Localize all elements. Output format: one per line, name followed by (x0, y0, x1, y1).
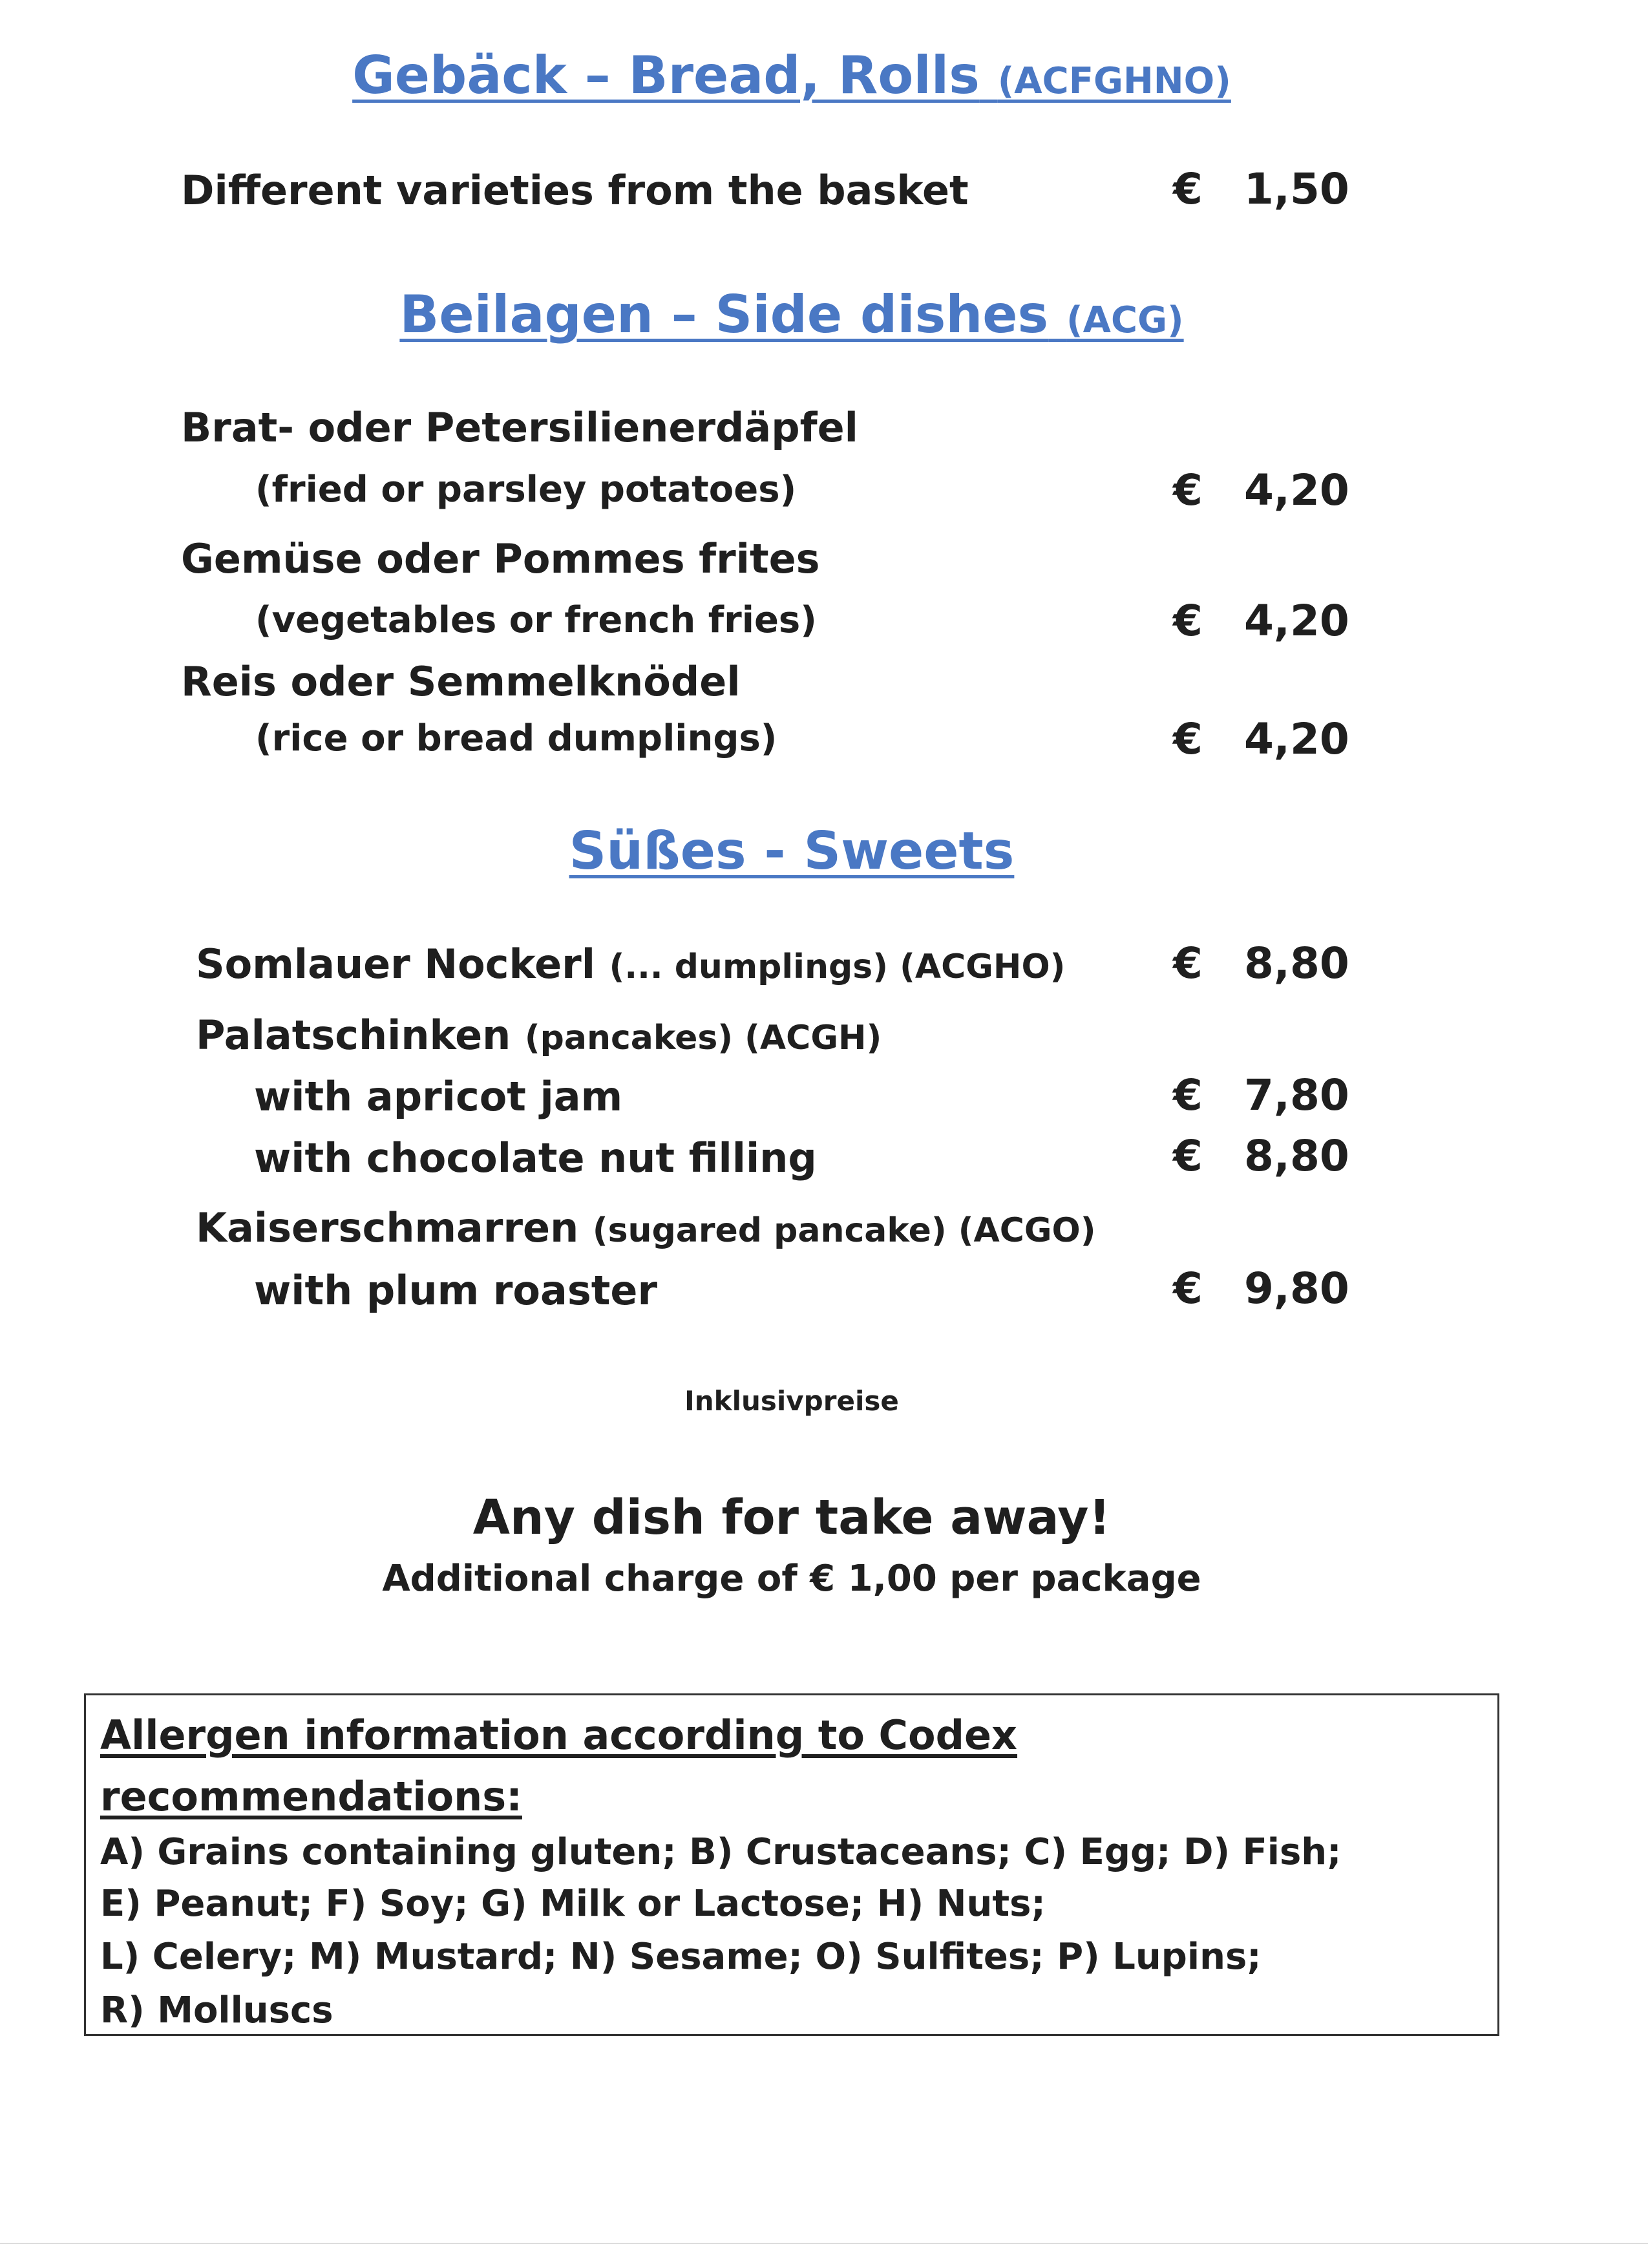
allergen-line: L) Celery; M) Mustard; N) Sesame; O) Sulfites; P) Lupins; (100, 1936, 1262, 1978)
sweet-variant-price (1173, 1264, 1349, 1313)
takeaway-charge: Additional charge of € 1,00 per package (382, 1558, 1201, 1600)
allergen-line: R) Molluscs (100, 1989, 333, 2031)
side-item-price (1173, 596, 1349, 646)
side-item-name: Gemüse oder Pommes frites (181, 535, 820, 582)
price-value: 9,80 (1244, 1264, 1349, 1313)
price-value: 7,80 (1244, 1070, 1349, 1120)
sides-allergen-code: (ACG) (1066, 299, 1184, 341)
sweet-item-palatschinken (196, 1012, 882, 1059)
sweet-item-name: Somlauer Nockerl (196, 940, 595, 988)
sides-heading (0, 284, 1583, 344)
currency-symbol: € (1173, 465, 1203, 515)
sweet-variant-label: with apricot jam (254, 1073, 623, 1120)
sweet-variant-label: with plum roaster (254, 1267, 658, 1314)
sweets-heading-text: Süßes - Sweets (569, 821, 1015, 881)
takeaway-heading: Any dish for take away! (472, 1490, 1111, 1545)
sweet-item-detail: (... dumplings) (ACGHO) (609, 948, 1066, 986)
sweet-variant-price (1173, 1131, 1349, 1181)
price-value: 4,20 (1244, 596, 1349, 646)
allergen-title-line1: Allergen information according to Codex (100, 1712, 1018, 1759)
sweet-item-somlauer (196, 940, 1065, 988)
side-item-translation: (rice or bread dumplings) (255, 717, 777, 759)
side-item-translation: (vegetables or french fries) (255, 599, 817, 641)
side-item-price (1173, 465, 1349, 515)
sweet-item-detail: (sugared pancake) (ACGO) (592, 1211, 1096, 1250)
sweets-heading (0, 821, 1583, 881)
bread-item-name: Different varieties from the basket (181, 167, 969, 214)
allergen-info-box (84, 1693, 1499, 2036)
inclusive-prices-note: Inklusivpreise (684, 1385, 899, 1417)
allergen-line: E) Peanut; F) Soy; G) Milk or Lactose; H) Nuts; (100, 1883, 1046, 1925)
bread-heading (0, 45, 1583, 105)
currency-symbol: € (1173, 1070, 1203, 1120)
price-value: 8,80 (1244, 938, 1349, 988)
bread-heading-text: Gebäck – Bread, Rolls (352, 45, 980, 105)
sweet-item-name: Kaiserschmarren (196, 1204, 579, 1251)
sides-heading-text: Beilagen – Side dishes (399, 284, 1049, 344)
price-value: 4,20 (1244, 714, 1349, 764)
sweet-item-name: Palatschinken (196, 1012, 511, 1059)
currency-symbol: € (1173, 596, 1203, 646)
bread-item-price (1173, 164, 1349, 214)
sweet-item-kaiserschmarren (196, 1204, 1096, 1251)
allergen-line: A) Grains containing gluten; B) Crustaceans; C) Egg; D) Fish; (100, 1831, 1342, 1873)
sweet-variant-label: with chocolate nut filling (254, 1134, 817, 1182)
scan-edge-line (0, 2243, 1648, 2244)
currency-symbol: € (1173, 1131, 1203, 1181)
sweet-item-detail: (pancakes) (ACGH) (524, 1019, 882, 1057)
price-value: 8,80 (1244, 1131, 1349, 1181)
side-item-price (1173, 714, 1349, 764)
currency-symbol: € (1173, 938, 1203, 988)
sweet-item-price (1173, 938, 1349, 988)
side-item-name: Brat- oder Petersilienerdäpfel (181, 404, 858, 451)
side-item-translation: (fried or parsley potatoes) (255, 469, 797, 511)
side-item-name: Reis oder Semmelknödel (181, 658, 741, 705)
currency-symbol: € (1173, 714, 1203, 764)
price-value: 4,20 (1244, 465, 1349, 515)
currency-symbol: € (1173, 164, 1203, 214)
bread-allergen-code: (ACFGHNO) (997, 60, 1231, 102)
allergen-title-line2: recommendations: (100, 1773, 522, 1820)
sweet-variant-price (1173, 1070, 1349, 1120)
price-value: 1,50 (1244, 164, 1349, 214)
currency-symbol: € (1173, 1264, 1203, 1313)
